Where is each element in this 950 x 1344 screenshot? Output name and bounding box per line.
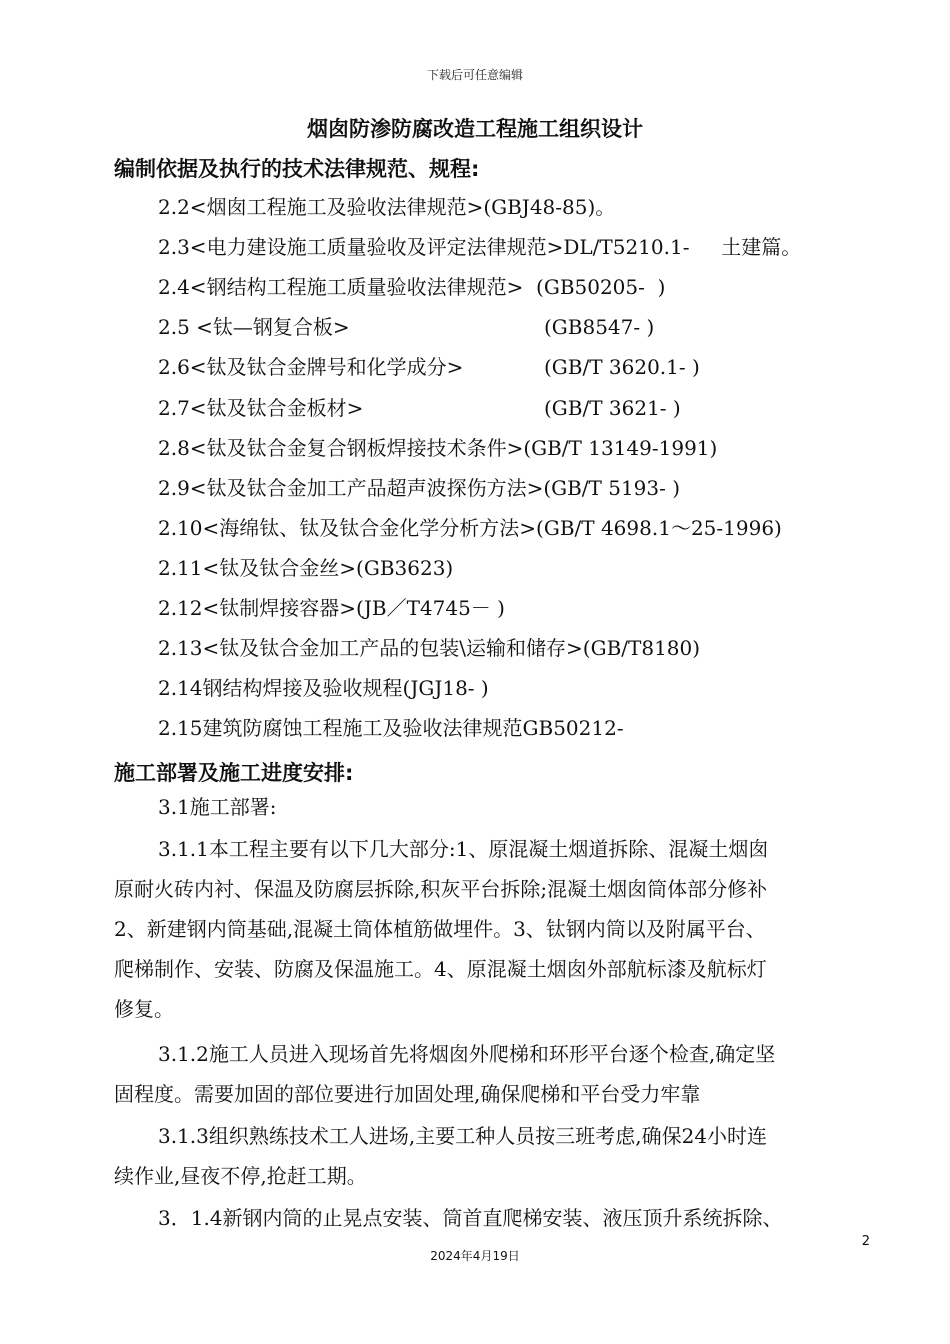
reference-text: 2.4<钢结构工程施工质量验收法律规范> (GB50205- ) xyxy=(158,275,666,300)
page-number: 2 xyxy=(861,1234,870,1249)
body-line: 3.1.3组织熟练技术工人进场,主要工种人员按三班考虑,确保24小时连 xyxy=(158,1124,768,1148)
reference-code: (GB8547- ) xyxy=(544,315,655,340)
reference-text: 2.9<钛及钛合金加工产品超声波探伤方法>(GB/T 5193- ) xyxy=(158,475,681,500)
body-line: 2、新建钢内筒基础,混凝土筒体植筋做埋件。3、钛钢内筒以及附属平台、 xyxy=(114,917,766,941)
reference-item xyxy=(158,195,615,219)
reference-text: 2.5 <钛—钢复合板> xyxy=(158,315,350,340)
reference-item xyxy=(158,556,453,580)
reference-item xyxy=(158,315,655,340)
reference-item xyxy=(158,636,700,660)
body-line: 3.1施工部署: xyxy=(158,795,277,819)
section-heading-references: 编制依据及执行的技术法律规范、规程: xyxy=(114,157,480,181)
footer-date: 2024年4月19日 xyxy=(430,1249,520,1263)
section-heading-deployment: 施工部署及施工进度安排: xyxy=(114,761,354,785)
reference-item xyxy=(158,436,717,460)
reference-text: 2.15建筑防腐蚀工程施工及验收法律规范GB50212- xyxy=(158,716,624,741)
body-line: 3.1.2施工人员进入现场首先将烟囱外爬梯和环形平台逐个检查,确定坚 xyxy=(158,1042,776,1066)
body-line: 续作业,昼夜不停,抢赶工期。 xyxy=(114,1164,367,1188)
header-note: 下载后可任意编辑 xyxy=(426,68,523,82)
reference-text: 2.7<钛及钛合金板材> xyxy=(158,395,364,420)
reference-text: 2.13<钛及钛合金加工产品的包装\运输和储存>(GB/T8180) xyxy=(158,636,701,661)
body-line: 修复。 xyxy=(114,997,174,1021)
reference-text: 2.14钢结构焊接及验收规程(JGJ18- ) xyxy=(158,676,489,701)
reference-item xyxy=(158,476,680,500)
reference-item xyxy=(158,355,700,380)
body-line: 3．1.4新钢内筒的止晃点安装、筒首直爬梯安装、液压顶升系统拆除、 xyxy=(158,1206,783,1230)
reference-text: 2.2<烟囱工程施工及验收法律规范>(GBJ48-85)。 xyxy=(158,195,616,219)
reference-text: 2.3<电力建设施工质量验收及评定法律规范>DL/T5210.1- 土建篇。 xyxy=(158,235,802,260)
reference-item xyxy=(158,235,801,259)
reference-code: (GB/T 3621- ) xyxy=(544,395,681,420)
body-line: 爬梯制作、安装、防腐及保温施工。4、原混凝土烟囱外部航标漆及航标灯 xyxy=(114,957,767,981)
reference-item xyxy=(158,596,505,620)
reference-item xyxy=(158,676,489,700)
reference-text: 2.10<海绵钛、钛及钛合金化学分析方法>(GB/T 4698.1～25-1996) xyxy=(158,515,782,540)
reference-text: 2.6<钛及钛合金牌号和化学成分> xyxy=(158,355,464,380)
body-line: 固程度。需要加固的部位要进行加固处理,确保爬梯和平台受力牢靠 xyxy=(114,1082,701,1106)
body-line: 原耐火砖内衬、保温及防腐层拆除,积灰平台拆除;混凝土烟囱筒体部分修补 xyxy=(114,877,768,901)
reference-code: (GB/T 3620.1- ) xyxy=(544,355,700,380)
reference-item xyxy=(158,516,782,540)
reference-text: 2.12<钛制焊接容器>(JB／T4745－ ) xyxy=(158,596,505,620)
reference-text: 2.8<钛及钛合金复合钢板焊接技术条件>(GB/T 13149-1991) xyxy=(158,435,718,460)
document-title: 烟囱防渗防腐改造工程施工组织设计 xyxy=(307,117,643,141)
reference-item xyxy=(158,716,624,740)
reference-item xyxy=(158,395,681,420)
reference-text: 2.11<钛及钛合金丝>(GB3623) xyxy=(158,555,454,580)
reference-item xyxy=(158,275,665,299)
body-line: 3.1.1本工程主要有以下几大部分:1、原混凝土烟道拆除、混凝土烟囱 xyxy=(158,837,769,861)
